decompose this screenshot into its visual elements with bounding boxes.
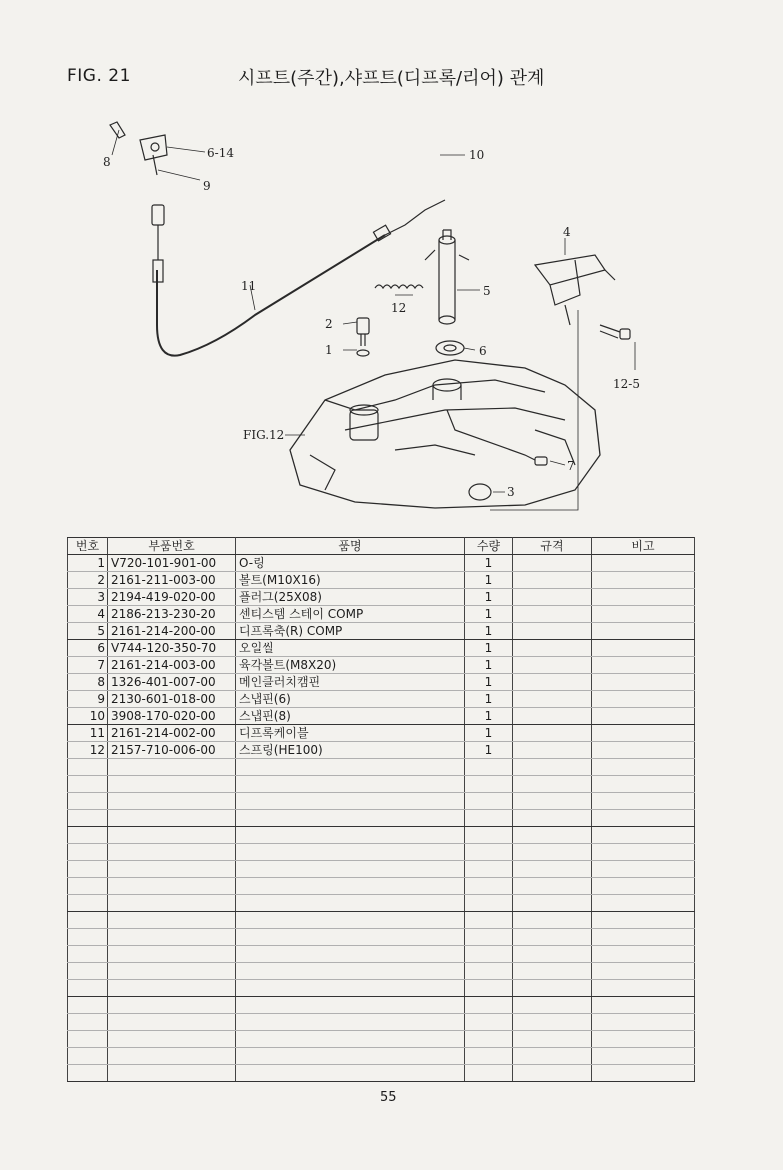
cell-qty (465, 1031, 513, 1048)
cell-qty (465, 1048, 513, 1065)
cell-qty (465, 827, 513, 844)
cell-qty: 1 (465, 572, 513, 589)
cell-no: 11 (68, 725, 108, 742)
cell-part (108, 997, 236, 1014)
callout-11: 11 (241, 279, 257, 293)
table-row (68, 657, 695, 674)
cell-spec (513, 1048, 592, 1065)
callout-3: 3 (507, 485, 515, 499)
cell-qty (465, 997, 513, 1014)
table-row (68, 810, 695, 827)
cell-name (236, 963, 465, 980)
callout-6: 6 (479, 344, 487, 358)
cell-no (68, 980, 108, 997)
table-row (68, 946, 695, 963)
cell-qty (465, 929, 513, 946)
cell-qty: 1 (465, 606, 513, 623)
cell-no: 4 (68, 606, 108, 623)
cell-note (592, 776, 695, 793)
cell-name (236, 1065, 465, 1082)
cell-note (592, 946, 695, 963)
cell-no (68, 844, 108, 861)
cell-part (108, 844, 236, 861)
exploded-parts-diagram (95, 110, 695, 515)
cell-no (68, 759, 108, 776)
cell-qty: 1 (465, 708, 513, 725)
callout-1: 1 (325, 343, 333, 357)
cell-spec (513, 1065, 592, 1082)
cell-qty: 1 (465, 725, 513, 742)
cell-spec (513, 572, 592, 589)
cell-part: 1326-401-007-00 (108, 674, 236, 691)
cell-qty (465, 861, 513, 878)
cell-part (108, 759, 236, 776)
table-header-row (68, 538, 695, 555)
table-row (68, 742, 695, 759)
cell-qty: 1 (465, 640, 513, 657)
cell-no: 6 (68, 640, 108, 657)
cell-spec (513, 1031, 592, 1048)
cell-no: 10 (68, 708, 108, 725)
cell-spec (513, 606, 592, 623)
cell-part (108, 980, 236, 997)
cell-spec (513, 895, 592, 912)
table-row (68, 895, 695, 912)
page-number: 55 (380, 1090, 397, 1105)
cell-spec (513, 725, 592, 742)
table-row (68, 606, 695, 623)
cell-spec (513, 912, 592, 929)
table-row (68, 980, 695, 997)
callout-8: 8 (103, 155, 111, 169)
callout-fig12: FIG.12 (243, 428, 285, 442)
cell-name (236, 997, 465, 1014)
cell-name: 디프록케이블 (236, 725, 465, 742)
cell-name (236, 980, 465, 997)
cell-qty (465, 1014, 513, 1031)
cell-qty (465, 810, 513, 827)
callout-2: 2 (325, 317, 333, 331)
cell-qty (465, 793, 513, 810)
cell-name: 스냅핀(6) (236, 691, 465, 708)
cell-no (68, 861, 108, 878)
cell-no (68, 929, 108, 946)
cell-part (108, 895, 236, 912)
cell-part (108, 878, 236, 895)
header-quantity: 수량 (465, 538, 513, 555)
parts-table-body (68, 555, 695, 1082)
cell-spec (513, 623, 592, 640)
header-note: 비고 (592, 538, 695, 555)
cell-part: 2130-601-018-00 (108, 691, 236, 708)
cell-spec (513, 980, 592, 997)
cell-spec (513, 878, 592, 895)
cell-no (68, 1031, 108, 1048)
cell-spec (513, 674, 592, 691)
cell-name (236, 759, 465, 776)
table-row (68, 1031, 695, 1048)
cell-qty: 1 (465, 623, 513, 640)
table-row (68, 555, 695, 572)
cell-note (592, 589, 695, 606)
cell-name (236, 861, 465, 878)
table-row (68, 878, 695, 895)
cell-note (592, 929, 695, 946)
cell-qty (465, 963, 513, 980)
cell-name (236, 793, 465, 810)
cell-note (592, 759, 695, 776)
cell-part (108, 963, 236, 980)
cell-qty: 1 (465, 674, 513, 691)
cell-part: 2186-213-230-20 (108, 606, 236, 623)
cell-name: 오일씰 (236, 640, 465, 657)
cell-spec (513, 963, 592, 980)
cell-note (592, 691, 695, 708)
cell-note (592, 708, 695, 725)
header-part-number: 부품번호 (108, 538, 236, 555)
header-part-name: 품명 (236, 538, 465, 555)
cell-no (68, 997, 108, 1014)
cell-spec (513, 946, 592, 963)
cell-spec (513, 844, 592, 861)
header-spec: 규격 (513, 538, 592, 555)
cell-spec (513, 810, 592, 827)
figure-label: FIG. 21 (67, 66, 131, 86)
table-row (68, 844, 695, 861)
callout-12: 12 (391, 301, 407, 315)
cell-name: 스냅핀(8) (236, 708, 465, 725)
cell-spec (513, 861, 592, 878)
cell-note (592, 912, 695, 929)
table-row (68, 997, 695, 1014)
table-row (68, 572, 695, 589)
cell-name: 디프록축(R) COMP (236, 623, 465, 640)
cell-note (592, 1031, 695, 1048)
cell-no (68, 793, 108, 810)
cell-part: 2157-710-006-00 (108, 742, 236, 759)
cell-qty (465, 912, 513, 929)
callout-5: 5 (483, 284, 491, 298)
table-row (68, 861, 695, 878)
cell-note (592, 963, 695, 980)
cell-qty (465, 946, 513, 963)
callout-4: 4 (563, 225, 571, 239)
cell-no (68, 1048, 108, 1065)
cell-note (592, 980, 695, 997)
cell-part (108, 1014, 236, 1031)
table-row (68, 963, 695, 980)
cell-part (108, 810, 236, 827)
table-row (68, 640, 695, 657)
cell-qty: 1 (465, 657, 513, 674)
cell-no (68, 878, 108, 895)
cell-name (236, 878, 465, 895)
cell-part (108, 861, 236, 878)
table-row (68, 623, 695, 640)
cell-qty (465, 980, 513, 997)
cell-no (68, 810, 108, 827)
parts-table (67, 537, 695, 1082)
cell-part (108, 827, 236, 844)
cell-spec (513, 555, 592, 572)
cell-no (68, 827, 108, 844)
cell-name (236, 895, 465, 912)
cell-name (236, 776, 465, 793)
cell-part: 2194-419-020-00 (108, 589, 236, 606)
cell-part (108, 946, 236, 963)
cell-qty (465, 759, 513, 776)
cell-part: 2161-211-003-00 (108, 572, 236, 589)
cell-no (68, 963, 108, 980)
table-row (68, 1065, 695, 1082)
cell-no: 9 (68, 691, 108, 708)
table-row (68, 793, 695, 810)
cell-note (592, 572, 695, 589)
cell-note (592, 997, 695, 1014)
figure-title: 시프트(주간),샤프트(디프록/리어) 관계 (238, 68, 545, 89)
cell-no (68, 1014, 108, 1031)
cell-no (68, 895, 108, 912)
cell-qty (465, 1065, 513, 1082)
cell-name (236, 810, 465, 827)
cell-part (108, 1031, 236, 1048)
cell-note (592, 674, 695, 691)
cell-part (108, 912, 236, 929)
cell-spec (513, 657, 592, 674)
callout-6-14: 6-14 (207, 146, 234, 160)
cell-no: 1 (68, 555, 108, 572)
cell-name: 볼트(M10X16) (236, 572, 465, 589)
cell-part: 2161-214-200-00 (108, 623, 236, 640)
cell-note (592, 1048, 695, 1065)
cell-name: O-링 (236, 555, 465, 572)
cell-note (592, 878, 695, 895)
cell-note (592, 844, 695, 861)
cell-qty: 1 (465, 742, 513, 759)
table-row (68, 827, 695, 844)
table-row (68, 1048, 695, 1065)
cell-name (236, 1031, 465, 1048)
table-row (68, 912, 695, 929)
table-row (68, 759, 695, 776)
cell-no: 12 (68, 742, 108, 759)
cell-name (236, 844, 465, 861)
header-no: 번호 (68, 538, 108, 555)
cell-qty: 1 (465, 555, 513, 572)
cell-note (592, 606, 695, 623)
cell-note (592, 742, 695, 759)
cell-name: 메인클러치캠핀 (236, 674, 465, 691)
cell-note (592, 827, 695, 844)
cell-note (592, 623, 695, 640)
cell-note (592, 861, 695, 878)
cell-part: 2161-214-002-00 (108, 725, 236, 742)
cell-spec (513, 776, 592, 793)
cell-spec (513, 793, 592, 810)
cell-note (592, 1065, 695, 1082)
cell-note (592, 640, 695, 657)
callout-10: 10 (469, 148, 485, 162)
cell-name (236, 912, 465, 929)
table-row (68, 589, 695, 606)
cell-part (108, 1048, 236, 1065)
cell-no: 8 (68, 674, 108, 691)
cell-part (108, 1065, 236, 1082)
cell-note (592, 555, 695, 572)
cell-note (592, 793, 695, 810)
cell-no: 2 (68, 572, 108, 589)
cell-qty (465, 895, 513, 912)
table-row (68, 1014, 695, 1031)
cell-qty (465, 878, 513, 895)
cell-spec (513, 827, 592, 844)
cell-spec (513, 929, 592, 946)
cell-no: 5 (68, 623, 108, 640)
cell-qty (465, 844, 513, 861)
diagram-drawing (95, 110, 695, 515)
cell-part (108, 929, 236, 946)
table-row (68, 776, 695, 793)
cell-no (68, 912, 108, 929)
cell-spec (513, 742, 592, 759)
cell-no (68, 1065, 108, 1082)
cell-no (68, 776, 108, 793)
callout-12-5: 12-5 (613, 377, 640, 391)
cell-note (592, 725, 695, 742)
cell-name (236, 827, 465, 844)
cell-part (108, 793, 236, 810)
cell-name: 플러그(25X08) (236, 589, 465, 606)
cell-name (236, 1014, 465, 1031)
cell-note (592, 657, 695, 674)
cell-no: 3 (68, 589, 108, 606)
cell-note (592, 1014, 695, 1031)
cell-note (592, 810, 695, 827)
cell-qty: 1 (465, 691, 513, 708)
table-row (68, 725, 695, 742)
cell-no (68, 946, 108, 963)
cell-spec (513, 759, 592, 776)
callout-7: 7 (567, 459, 575, 473)
table-row (68, 929, 695, 946)
cell-name (236, 1048, 465, 1065)
cell-part: V744-120-350-70 (108, 640, 236, 657)
cell-spec (513, 997, 592, 1014)
cell-name (236, 946, 465, 963)
diagram-callouts (103, 146, 640, 499)
cell-name: 센티스템 스테이 COMP (236, 606, 465, 623)
cell-name (236, 929, 465, 946)
cell-part: 3908-170-020-00 (108, 708, 236, 725)
cell-qty (465, 776, 513, 793)
callout-9: 9 (203, 179, 211, 193)
cell-part: 2161-214-003-00 (108, 657, 236, 674)
cell-part (108, 776, 236, 793)
cell-name: 스프링(HE100) (236, 742, 465, 759)
cell-spec (513, 1014, 592, 1031)
cell-spec (513, 589, 592, 606)
cell-note (592, 895, 695, 912)
table-row (68, 674, 695, 691)
cell-no: 7 (68, 657, 108, 674)
table-row (68, 708, 695, 725)
table-row (68, 691, 695, 708)
cell-spec (513, 708, 592, 725)
cell-name: 육각볼트(M8X20) (236, 657, 465, 674)
cell-spec (513, 691, 592, 708)
cell-spec (513, 640, 592, 657)
cell-part: V720-101-901-00 (108, 555, 236, 572)
cell-qty: 1 (465, 589, 513, 606)
